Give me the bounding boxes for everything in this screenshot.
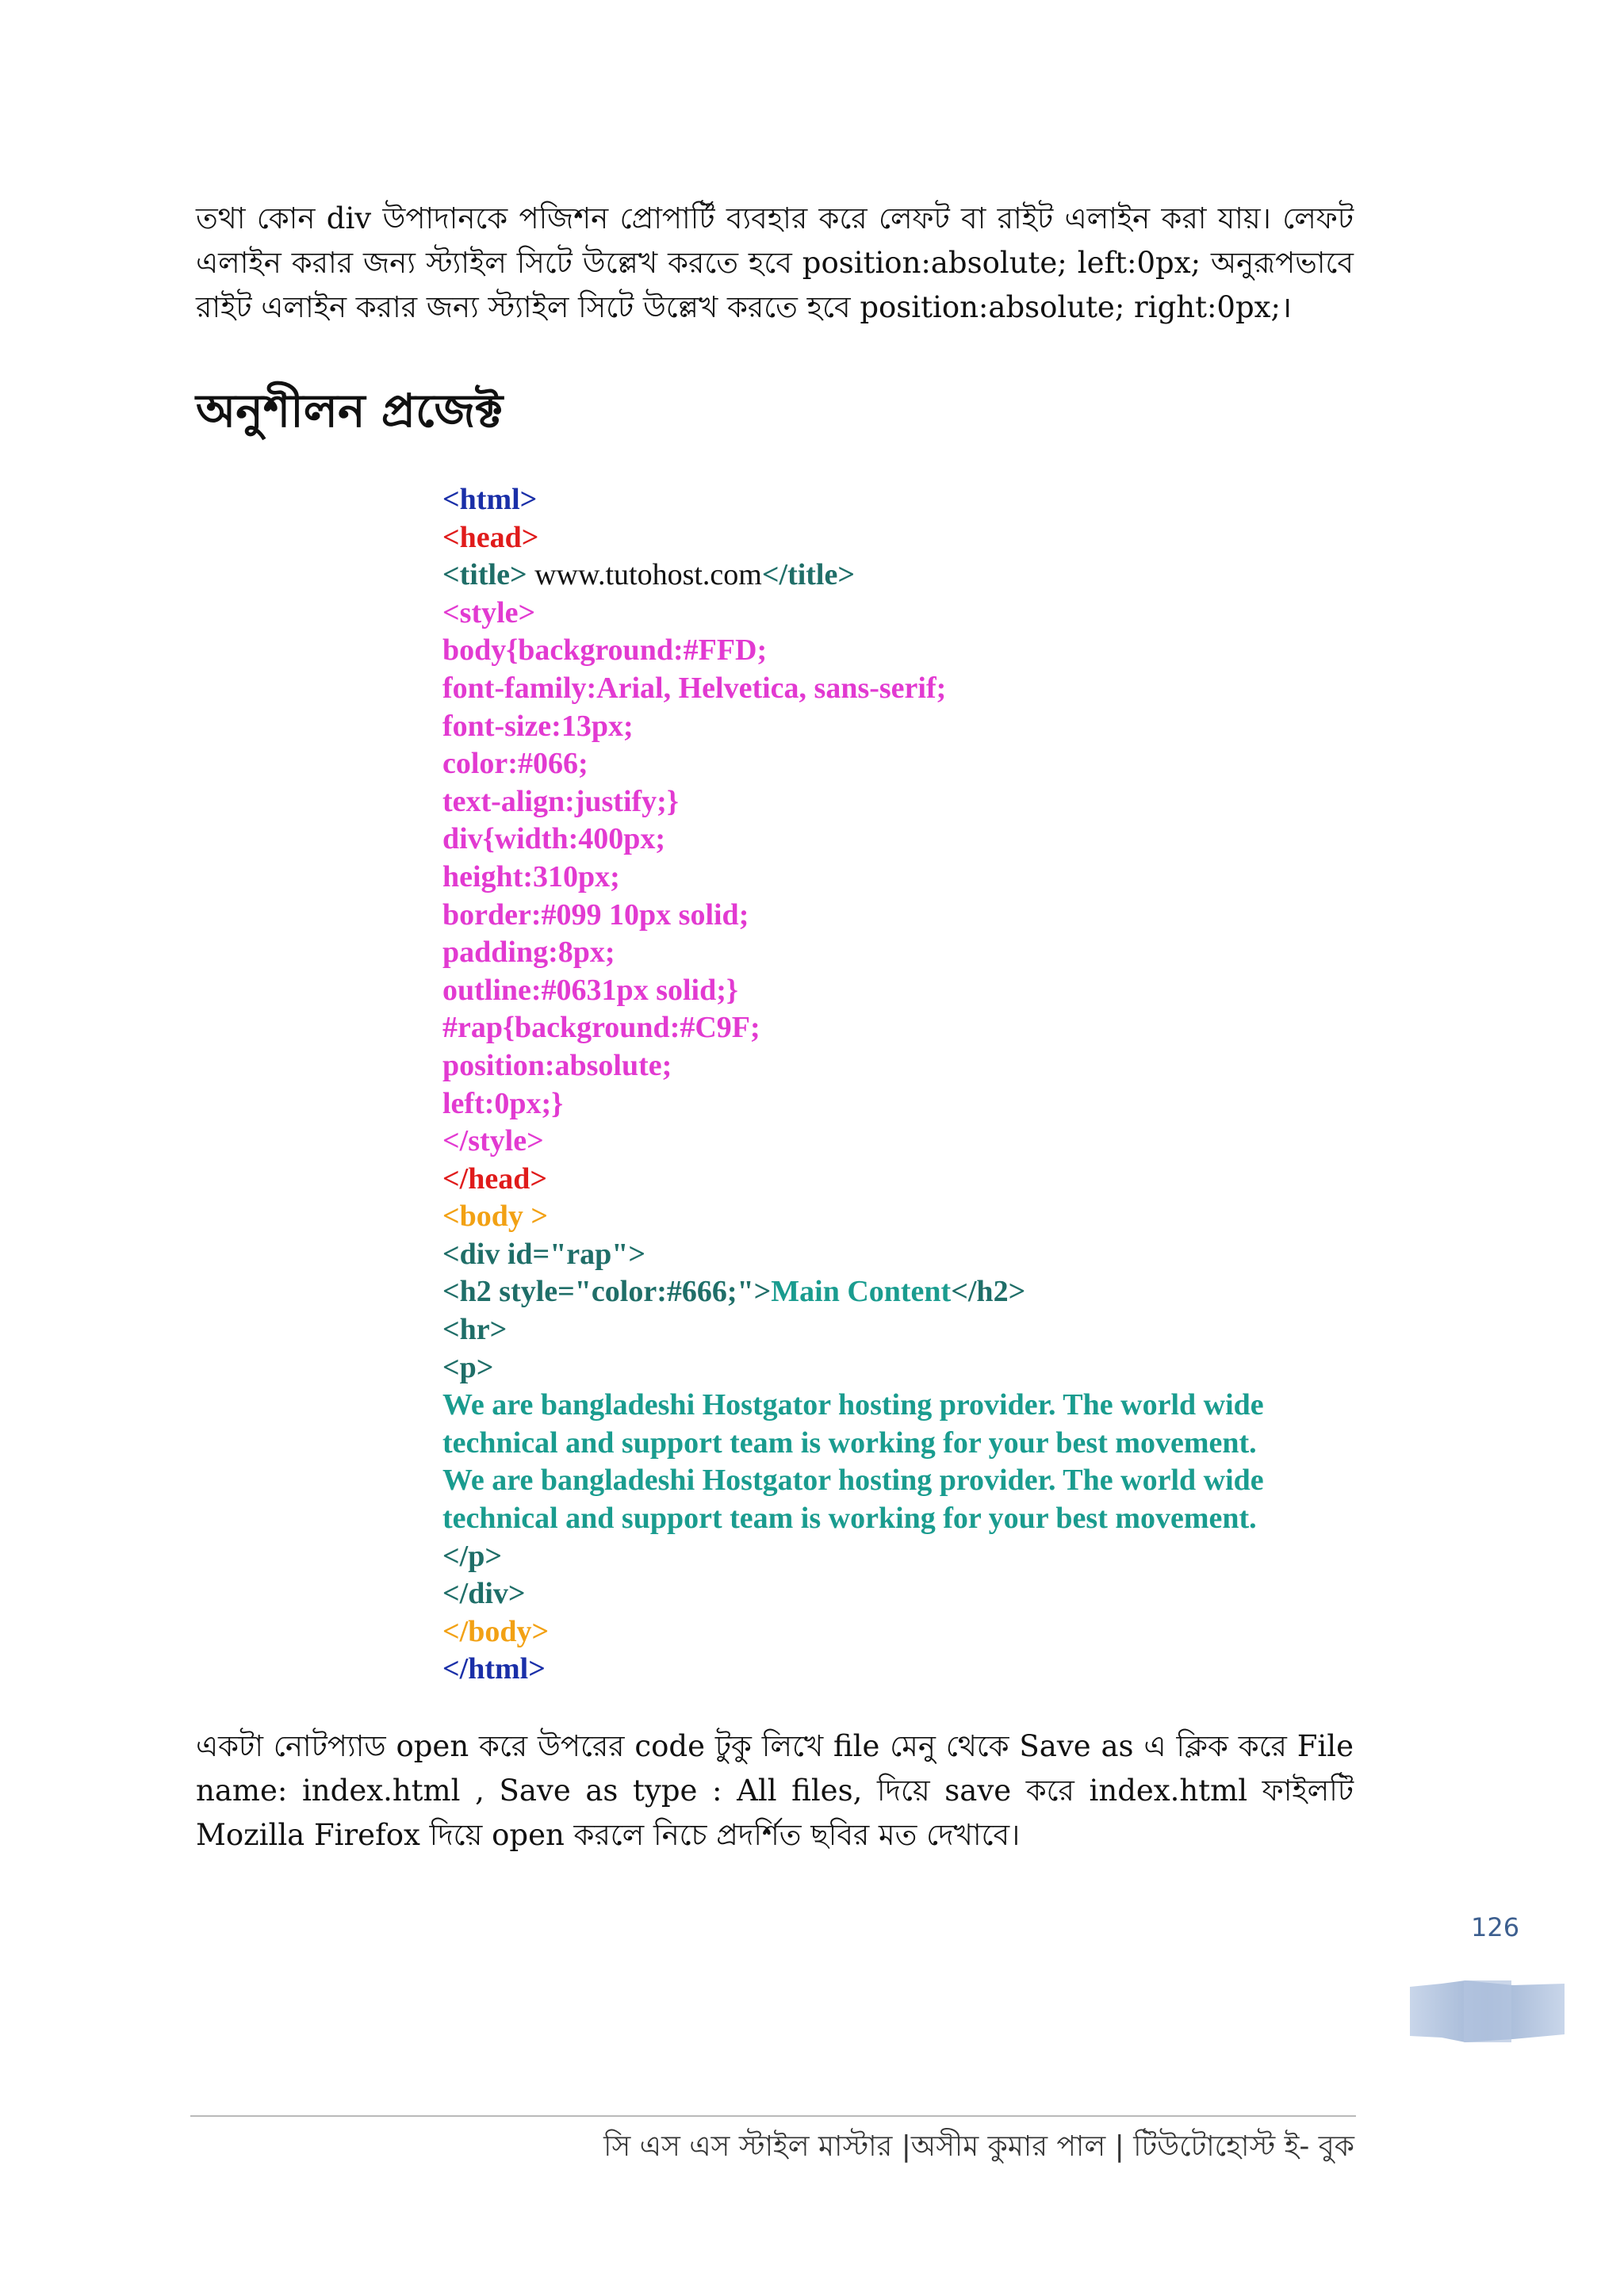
code-line: technical and support team is working for your best movement. <box>442 1425 1257 1460</box>
code-line: <body > <box>442 1200 549 1234</box>
page-number: 126 <box>1471 1912 1520 1942</box>
code-line: left:0px;} <box>442 1086 564 1120</box>
code-line: div{width:400px; <box>442 822 666 856</box>
code-line: </head> <box>442 1161 547 1196</box>
page-decoration-icon <box>1410 1980 1565 2042</box>
code-line <box>442 557 1394 595</box>
code-line: height:310px; <box>442 859 620 894</box>
code-token: www.tutohost.com <box>527 558 762 592</box>
code-line: <style> <box>442 595 536 629</box>
code-line: technical and support team is working for your best movement. <box>442 1502 1257 1536</box>
code-line: <html> <box>442 483 538 516</box>
code-line: body{background:#FFD; <box>442 633 768 668</box>
code-line: <head> <box>442 520 539 554</box>
intro-paragraph: তথা কোন div উপাদানকে পজিশন প্রোপার্টি ব্যবহার করে লেফট বা রাইট এলাইন করা যায়। লেফট এলাইন করার জন্য স্ট্যাইল সিটে উল্লেখ করতে হবে position:absolute; left:0px; অনুরূপভাবে রাইট এলাইন করার জন্য স্ট্যাইল সিটে উল্লেখ করতে হবে position:absolute; right:0px;। <box>196 201 1354 324</box>
code-line: font-size:13px; <box>442 709 634 743</box>
code-listing <box>442 481 1394 1689</box>
code-line: outline:#0631px solid;} <box>442 973 738 1007</box>
code-token: <title> <box>442 558 527 592</box>
code-line: text-align:justify;} <box>442 784 679 818</box>
code-line: </html> <box>442 1652 546 1686</box>
code-line: </body> <box>442 1614 550 1648</box>
code-line: We are bangladeshi Hostgator hosting provider. The world wide <box>442 1388 1264 1422</box>
code-line: </style> <box>442 1124 544 1158</box>
code-line: border:#099 10px solid; <box>442 897 749 932</box>
outro-paragraph: একটা নোটপ্যাড open করে উপরের code টুকু লিখে file মেনু থেকে Save as এ ক্লিক করে File name: index.html , Save as type : All files, দিয়ে save করে index.html ফাইলটি Mozilla Firefox দিয়ে open করলে নিচে প্রদর্শিত ছবির মত দেখাবে। <box>196 1729 1354 1852</box>
code-line: #rap{background:#C9F; <box>442 1011 760 1045</box>
code-line: </div> <box>442 1577 526 1611</box>
code-line <box>442 1273 1394 1311</box>
code-line: <hr> <box>442 1313 508 1347</box>
code-line: </p> <box>442 1539 502 1573</box>
code-line: position:absolute; <box>442 1048 672 1082</box>
code-token: Main Content <box>771 1275 952 1309</box>
code-token: <h2 style="color:#666;"> <box>442 1275 772 1309</box>
code-line: color:#066; <box>442 747 588 781</box>
footer-text: সি এস এস স্টাইল মাস্টার |অসীম কুমার পাল | টিউটোহোস্ট ই- বুক <box>603 2130 1354 2163</box>
code-line: padding:8px; <box>442 936 615 970</box>
code-token: </h2> <box>951 1275 1026 1309</box>
footer-divider <box>190 2115 1356 2117</box>
code-line: <div id="rap"> <box>442 1237 646 1271</box>
section-heading: অনুশীলন প্রজেক্ট <box>196 384 504 438</box>
code-token: </title> <box>761 558 856 592</box>
code-line: font-family:Arial, Helvetica, sans-serif; <box>442 671 947 705</box>
code-line: We are bangladeshi Hostgator hosting provider. The world wide <box>442 1464 1264 1498</box>
code-line: <p> <box>442 1350 494 1384</box>
